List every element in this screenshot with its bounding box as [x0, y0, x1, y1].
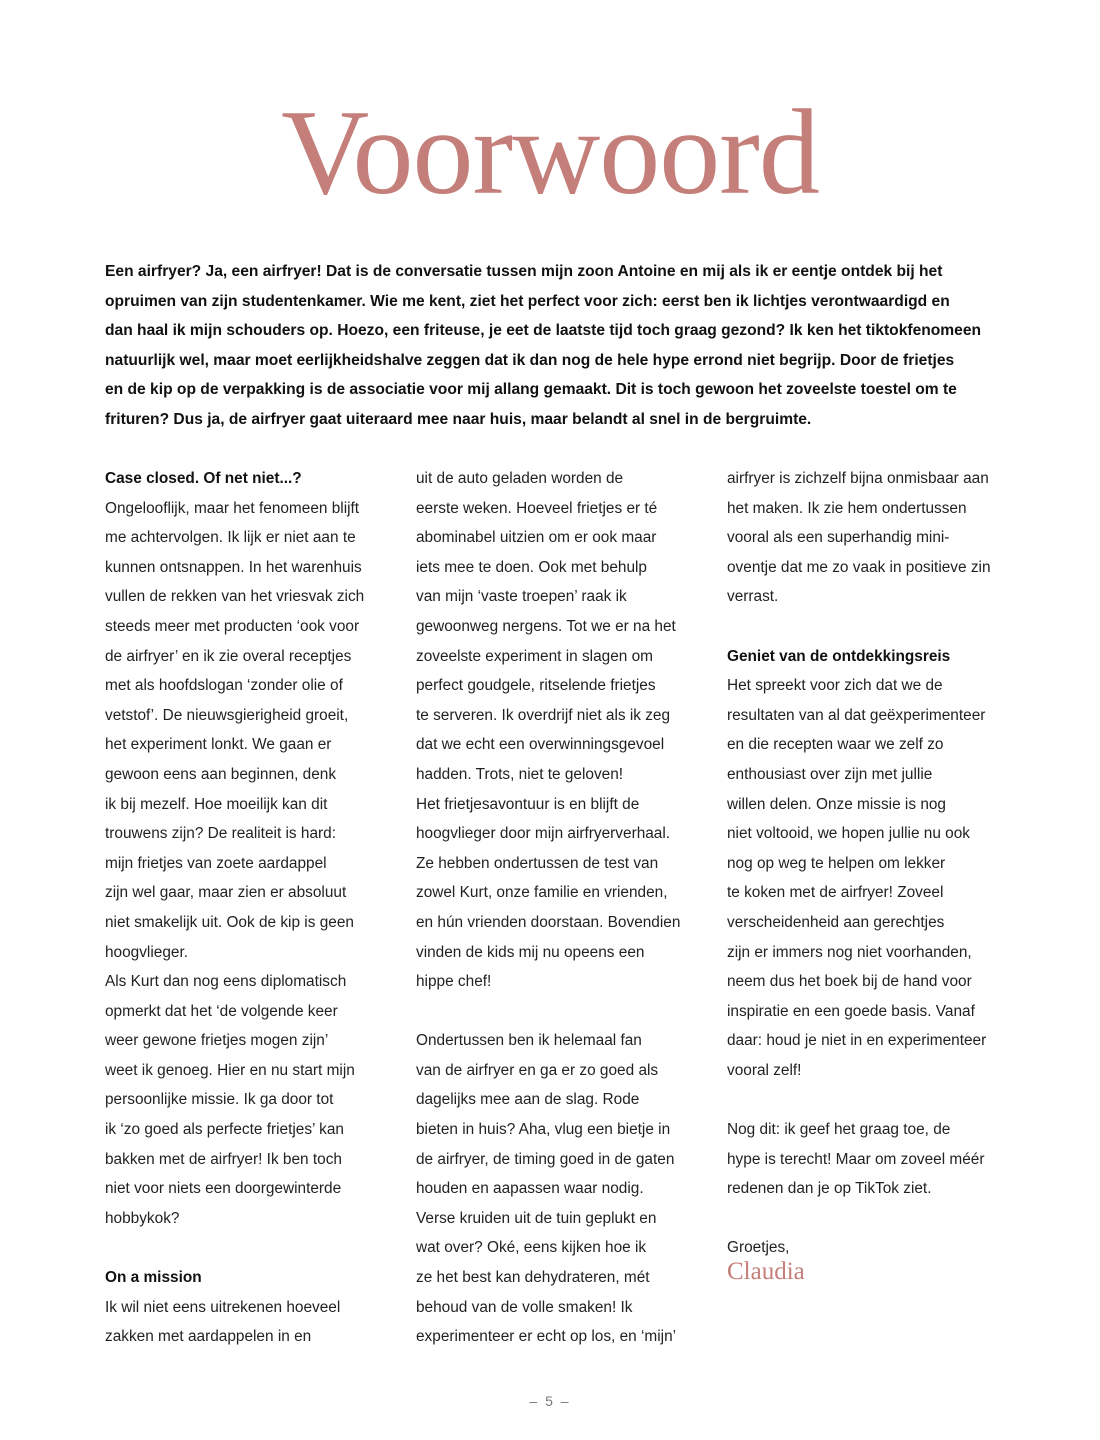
text-line: niet voltooid, we hopen jullie nu ook [727, 825, 970, 843]
text-line: hobbykok? [105, 1209, 180, 1227]
page-title: Voorwoord [281, 85, 819, 220]
spacer [105, 1233, 405, 1263]
column-3 [727, 464, 1027, 1285]
text-line: Het spreekt voor zich dat we de [727, 677, 943, 695]
text-line: houden en aapassen waar nodig. [416, 1180, 644, 1198]
column-2-body-2 [416, 1026, 716, 1352]
text-line: Verse kruiden uit de tuin geplukt en [416, 1209, 657, 1227]
text-line: gewoonweg nergens. Tot we er na het [416, 617, 676, 635]
text-line: mijn frietjes van zoete aardappel [105, 854, 327, 872]
text-line: en die recepten waar we zelf zo [727, 736, 944, 754]
column-3-body-3 [727, 1115, 1027, 1204]
spacer [727, 1085, 1027, 1115]
text-line: behoud van de volle smaken! Ik [416, 1298, 633, 1316]
text-line: persoonlijke missie. Ik ga door tot [105, 1091, 334, 1109]
text-line: airfryer is zichzelf bijna onmisbaar aan [727, 470, 989, 487]
text-line: Ondertussen ben ik helemaal fan [416, 1032, 642, 1050]
text-line: ze het best kan dehydrateren, mét [416, 1269, 650, 1287]
text-line: hoogvlieger. [105, 943, 189, 961]
text-line: nog op weg te helpen om lekker [727, 854, 946, 872]
text-line: perfect goudgele, ritselende frietjes [416, 677, 656, 695]
text-line: natuurlijk wel, maar moet eerlijkheidshalve zeggen dat ik dan nog de hele hype errond niet begrijp. Door de frietjes [105, 351, 955, 369]
text-line: Het frietjesavontuur is en blijft de [416, 795, 640, 813]
text-line: bakken met de airfryer! Ik ben toch [105, 1150, 342, 1168]
text-line: ik ‘zo goed als perfecte frietjes’ kan [105, 1121, 344, 1139]
text-line: vinden de kids mij nu opeens een [416, 943, 645, 961]
text-line: redenen dan je op TikTok ziet. [727, 1180, 932, 1198]
text-line: me achtervolgen. Ik lijk er niet aan te [105, 529, 356, 547]
text-line: trouwens zijn? De realiteit is hard: [105, 825, 336, 843]
text-line: opmerkt dat het ‘de volgende keer [105, 1002, 338, 1020]
text-line: vooral als een superhandig mini- [727, 529, 950, 547]
text-line: van mijn ‘vaste troepen’ raak ik [416, 588, 627, 606]
text-line: resultaten van al dat geëxperimenteer [727, 706, 986, 724]
text-line: willen delen. Onze missie is nog [727, 795, 946, 813]
text-line: de airfryer’ en ik zie overal receptjes [105, 647, 352, 665]
text-line: Ik wil niet eens uitrekenen hoeveel [105, 1298, 341, 1316]
text-line: hadden. Trots, niet te geloven! [416, 765, 624, 783]
spacer [416, 997, 716, 1027]
text-line: Ze hebben ondertussen de test van [416, 854, 659, 872]
closing-greeting: Groetjes, [727, 1239, 790, 1257]
text-line: weet ik genoeg. Hier en nu start mijn [105, 1061, 355, 1079]
text-line: frituren? Dus ja, de airfryer gaat uiteraard mee naar huis, maar belandt al snel in de bergruimte. [105, 410, 812, 428]
text-line: weer gewone frietjes mogen zijn’ [105, 1032, 329, 1050]
text-line: daar: houd je niet in en experimenteer [727, 1032, 987, 1050]
text-line: verrast. [727, 588, 779, 606]
text-line: te koken met de airfryer! Zoveel [727, 884, 944, 902]
text-line: hype is terecht! Maar om zoveel méér [727, 1150, 985, 1168]
signature: Claudia [727, 1258, 805, 1286]
text-line: inspiratie en een goede basis. Vanaf [727, 1002, 975, 1020]
spacer [727, 1204, 1027, 1234]
text-line: abominabel uitzien om er ook maar [416, 529, 657, 547]
text-line: wat over? Oké, eens kijken hoe ik [416, 1239, 647, 1257]
column-1-body-1 [105, 494, 405, 1234]
text-line: ik bij mezelf. Hoe moeilijk kan dit [105, 795, 328, 813]
text-line: dagelijks mee aan de slag. Rode [416, 1091, 640, 1109]
text-line: eerste weken. Hoeveel frietjes er té [416, 499, 658, 517]
text-line: het maken. Ik zie hem ondertussen [727, 499, 967, 517]
text-line: uit de auto geladen worden de [416, 470, 624, 487]
text-line: het experiment lonkt. We gaan er [105, 736, 332, 754]
intro-paragraph [105, 257, 1035, 435]
text-line: niet smakelijk uit. Ook de kip is geen [105, 913, 354, 931]
text-line: kunnen ontsnappen. In het warenhuis [105, 558, 362, 576]
text-line: te serveren. Ik overdrijf niet als ik zeg [416, 706, 671, 724]
text-line: zijn er immers nog niet voorhanden, [727, 943, 972, 961]
text-line: experimenteer er echt op los, en ‘mijn’ [416, 1328, 677, 1346]
text-line: verscheidenheid aan gerechtjes [727, 913, 945, 931]
text-line: enthousiast over zijn met jullie [727, 765, 933, 783]
text-line: iets mee te doen. Ook met behulp [416, 558, 647, 576]
text-line: zoveelste experiment in slagen om [416, 647, 653, 665]
text-line: de airfryer, de timing goed in de gaten [416, 1150, 675, 1168]
text-line: Nog dit: ik geef het graag toe, de [727, 1121, 951, 1139]
page-number: – 5 – [529, 1393, 571, 1409]
text-line: oventje dat me zo vaak in positieve zin [727, 558, 991, 576]
text-line: zowel Kurt, onze familie en vrienden, [416, 884, 668, 902]
text-line: en de kip op de verpakking is de associatie voor mij allang gemaakt. Dit is toch gewoon het zoveelste toestel om te [105, 381, 957, 399]
text-line: en hún vrienden doorstaan. Bovendien [416, 913, 681, 931]
text-line: zakken met aardappelen in en [105, 1328, 312, 1346]
text-line: niet voor niets een doorgewinterde [105, 1180, 342, 1198]
text-line: Een airfryer? Ja, een airfryer! Dat is de conversatie tussen mijn zoon Antoine en mij als ik er eentje ontdek bij het [105, 263, 943, 280]
text-line: vetstof’. De nieuwsgierigheid groeit, [105, 706, 349, 724]
column-3-body-1 [727, 464, 1027, 612]
section-heading-case-closed: Case closed. Of net niet...? [105, 470, 302, 487]
text-line: dat we echt een overwinningsgevoel [416, 736, 665, 754]
text-line: opruimen van zijn studentenkamer. Wie me kent, ziet het perfect voor zich: eerst ben ik lichtjes verontwaardigd en [105, 292, 950, 310]
column-2 [416, 464, 716, 1352]
column-2-body-1 [416, 464, 716, 997]
text-line: Ongelooflijk, maar het fenomeen blijft [105, 499, 360, 517]
column-1 [105, 464, 405, 1352]
column-1-body-2 [105, 1293, 405, 1352]
section-heading-on-a-mission: On a mission [105, 1269, 202, 1287]
column-3-body-2 [727, 671, 1027, 1085]
text-line: bieten in huis? Aha, vlug een bietje in [416, 1121, 671, 1139]
section-heading-geniet: Geniet van de ontdekkingsreis [727, 647, 951, 665]
text-line: hoogvlieger door mijn airfryerverhaal. [416, 825, 671, 843]
spacer [727, 612, 1027, 642]
text-line: van de airfryer en ga er zo goed als [416, 1061, 659, 1079]
text-line: Als Kurt dan nog eens diplomatisch [105, 973, 347, 991]
text-line: hippe chef! [416, 973, 492, 991]
text-line: vooral zelf! [727, 1061, 802, 1079]
text-line: gewoon eens aan beginnen, denk [105, 765, 337, 783]
text-line: dan haal ik mijn schouders op. Hoezo, een friteuse, je eet de laatste tijd toch graag gezond? Ik ken het tiktokfenomeen [105, 322, 982, 340]
text-line: met als hoofdslogan ‘zonder olie of [105, 677, 343, 695]
text-line: zijn wel gaar, maar zien er absoluut [105, 884, 347, 902]
text-line: neem dus het boek bij de hand voor [727, 973, 972, 991]
text-line: vullen de rekken van het vriesvak zich [105, 588, 365, 606]
text-line: steeds meer met producten ‘ook voor [105, 617, 360, 635]
